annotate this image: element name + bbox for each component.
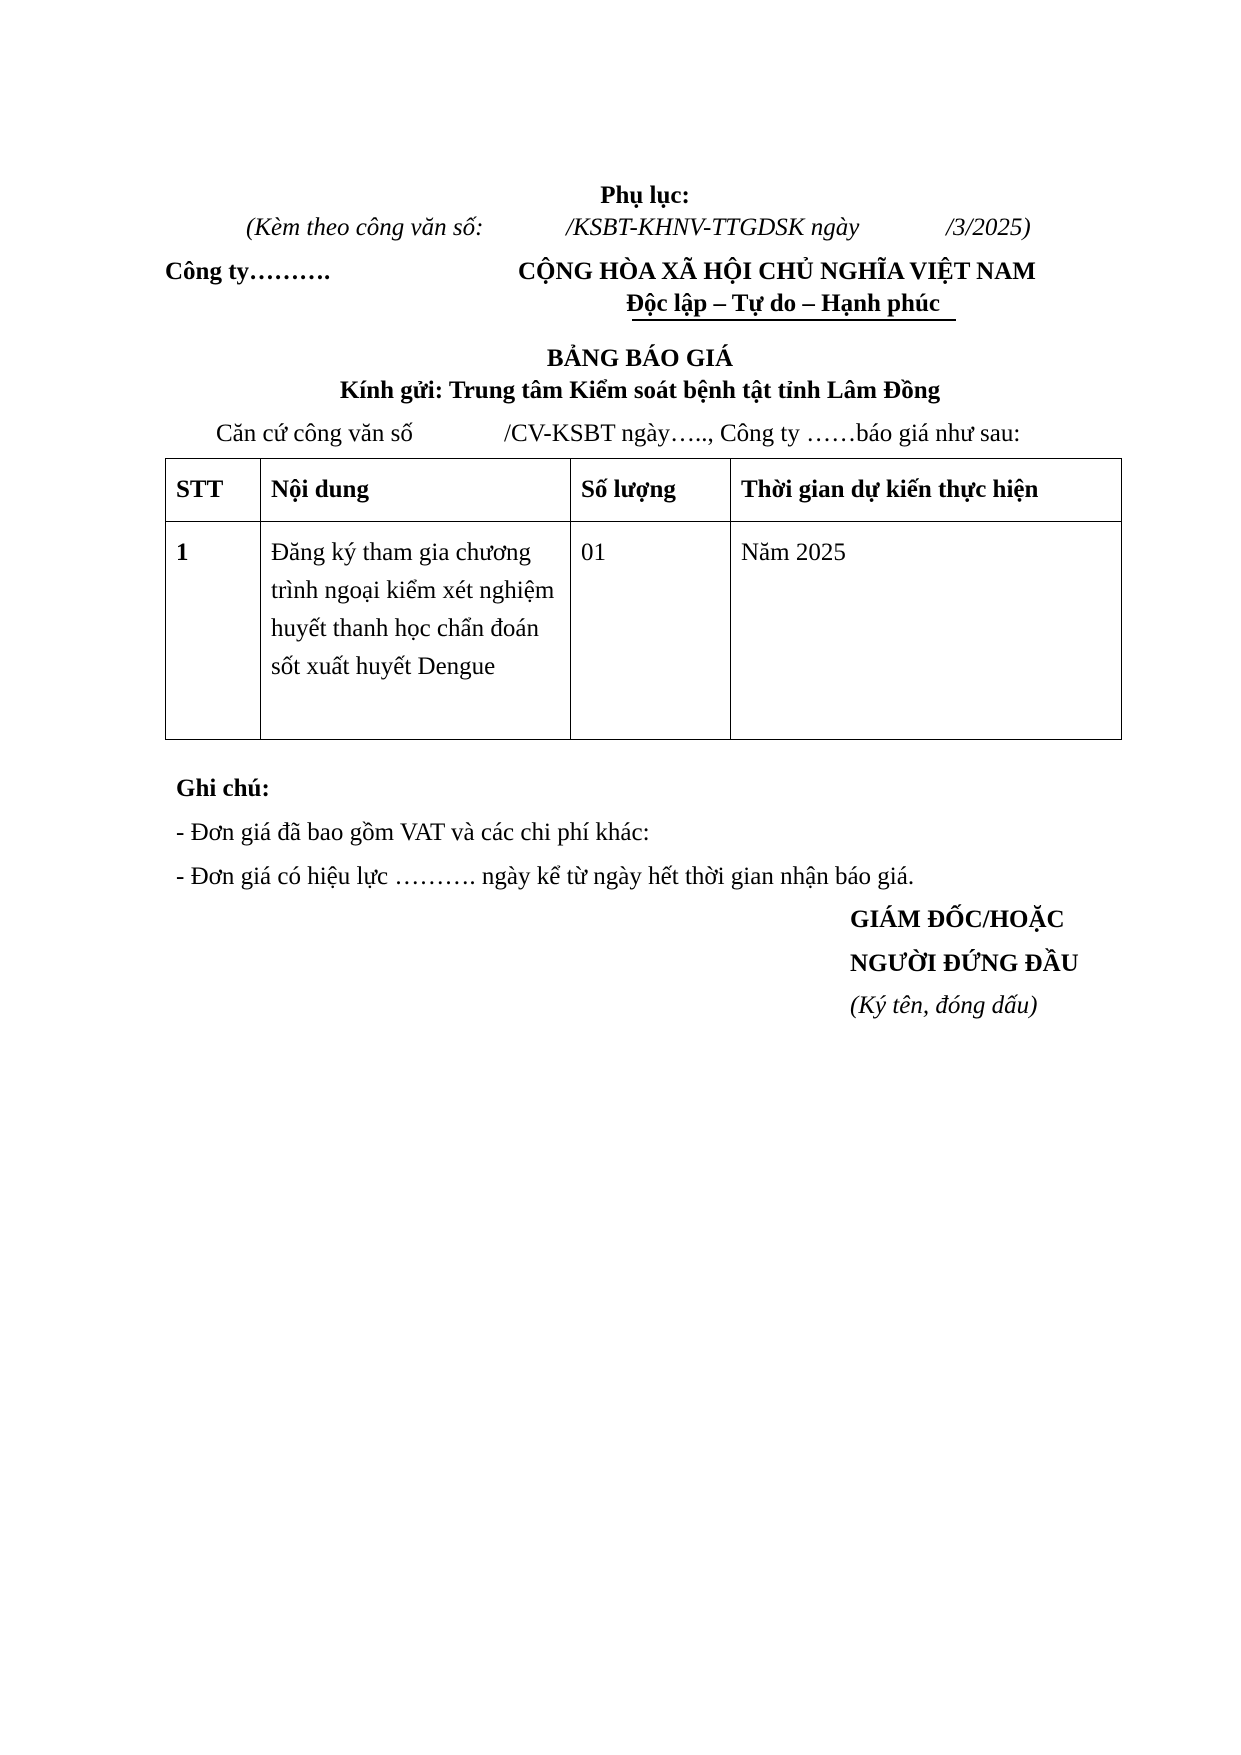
attached-ref-part1: (Kèm theo công văn số: [246,214,484,241]
motto-underline [632,319,956,321]
attached-ref-part2: /KSBT-KHNV-TTGDSK ngày [566,214,860,241]
signer-title-line2: NGƯỜI ĐỨNG ĐẦU [850,950,1079,977]
quote-table [165,458,1122,740]
company-name: Công ty………. [165,258,331,285]
cell-stt: 1 [166,522,261,740]
attached-ref-part3: /3/2025) [946,214,1031,241]
basis-part1: Căn cứ công văn số [216,420,413,447]
header-quantity: Số lượng [571,459,731,522]
quote-title: BẢNG BÁO GIÁ [546,345,734,372]
header-stt: STT [166,459,261,522]
notes-title: Ghi chú: [176,775,270,802]
header-expected-time: Thời gian dự kiến thực hiện [731,459,1122,522]
note-item: - Đơn giá đã bao gồm VAT và các chi phí khác: [176,819,650,846]
note-item: - Đơn giá có hiệu lực ………. ngày kể từ ngày hết thời gian nhận báo giá. [176,863,915,890]
cell-quantity: 01 [571,522,731,740]
appendix-title: Phụ lục: [600,182,690,209]
basis-part2: /CV-KSBT ngày….., Công ty ……báo giá như sau: [504,420,1021,447]
national-motto: Độc lập – Tự do – Hạnh phúc [626,290,940,317]
cell-content: Đăng ký tham gia chương trình ngoại kiểm xét nghiệm huyết thanh học chẩn đoán sốt xuất huyết Dengue [261,522,571,740]
signature-hint: (Ký tên, đóng dấu) [850,992,1038,1019]
header-content: Nội dung [261,459,571,522]
table-header-row [166,459,1122,522]
recipient-line: Kính gửi: Trung tâm Kiểm soát bệnh tật tỉnh Lâm Đồng [339,377,941,404]
cell-expected-time: Năm 2025 [731,522,1122,740]
signer-title-line1: GIÁM ĐỐC/HOẶC [850,906,1065,933]
country-name: CỘNG HÒA XÃ HỘI CHỦ NGHĨA VIỆT NAM [518,258,1036,285]
table-row [166,522,1122,740]
